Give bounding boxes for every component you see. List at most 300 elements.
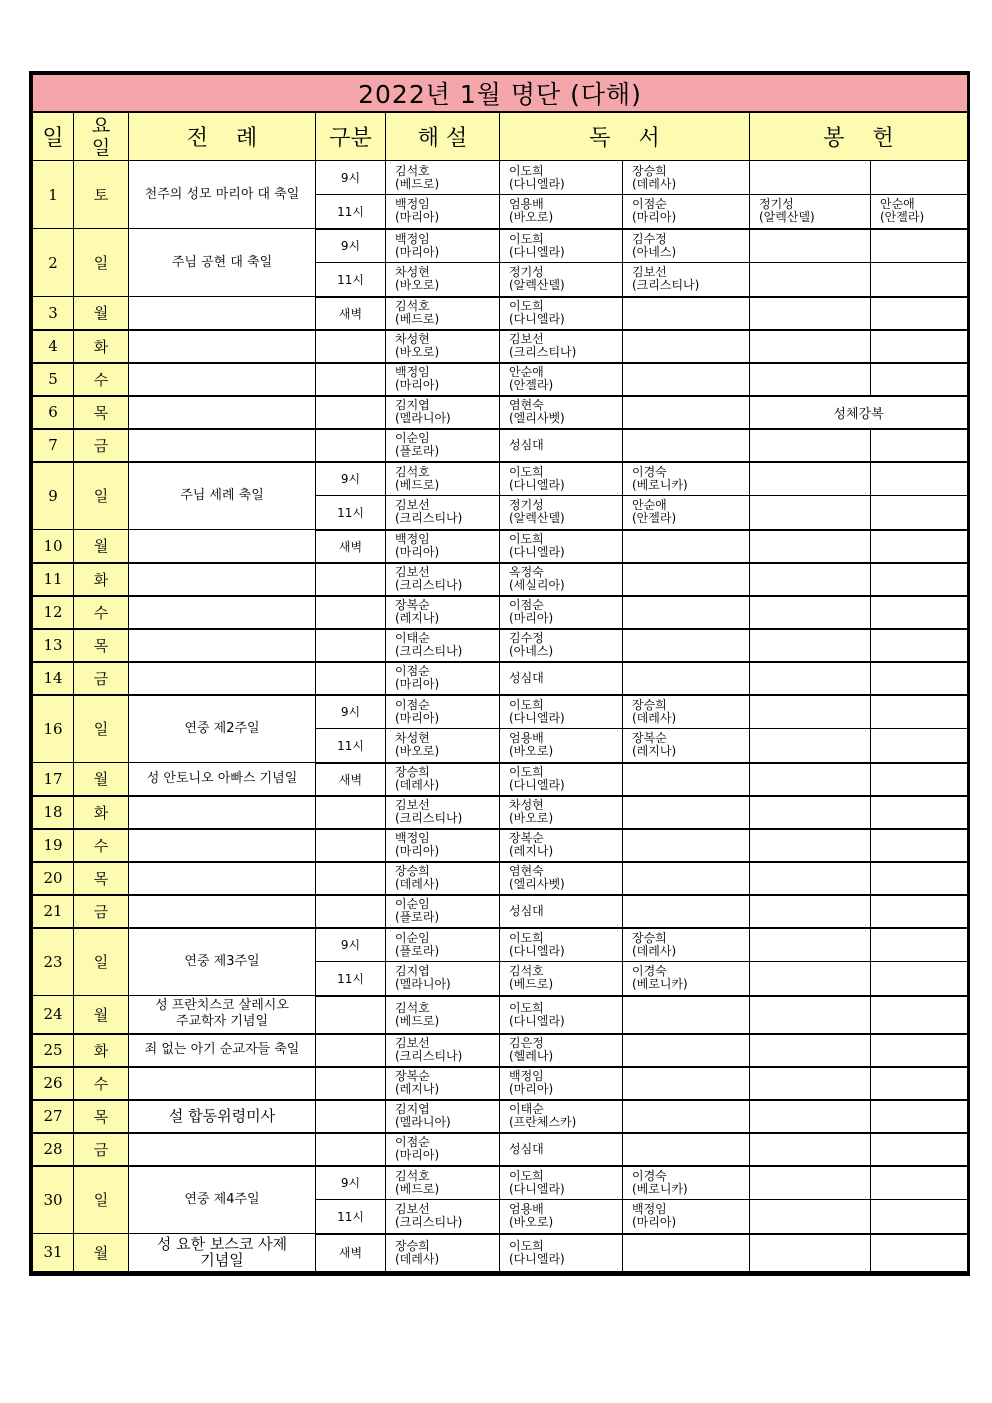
commentary-cell-baptismal: (레지나) bbox=[395, 611, 440, 625]
roster-table bbox=[32, 74, 968, 1273]
offering2-cell bbox=[871, 763, 968, 796]
commentary-cell bbox=[386, 297, 500, 330]
commentary-cell-name: 김보선 bbox=[395, 498, 430, 513]
commentary-cell-name: 장승희 bbox=[395, 1238, 430, 1253]
reader1-cell bbox=[500, 363, 623, 396]
table-row bbox=[33, 629, 968, 662]
reader2-cell bbox=[623, 195, 750, 229]
liturgy-cell: 성 프란치스코 살레시오 주교학자 기념일 bbox=[129, 996, 316, 1034]
reader1-cell-name: 엄용배 bbox=[509, 731, 544, 746]
commentary-cell-name: 김지엽 bbox=[395, 398, 430, 412]
liturgy-cell bbox=[129, 662, 316, 695]
reader1-cell-name: 성심대 bbox=[509, 670, 544, 685]
offering2-cell bbox=[871, 297, 968, 330]
session-cell bbox=[316, 563, 386, 596]
reader1-cell-name: 염현숙 bbox=[509, 864, 544, 878]
session-cell: 9시 bbox=[316, 928, 386, 962]
commentary-cell-baptismal: (크리스티나) bbox=[395, 578, 463, 592]
session-cell bbox=[316, 429, 386, 462]
reader1-cell-baptismal: (다니엘라) bbox=[509, 943, 565, 958]
commentary-cell-name: 김석호 bbox=[395, 299, 430, 313]
liturgy-cell bbox=[129, 596, 316, 629]
reader2-cell-name: 장승희 bbox=[632, 930, 667, 945]
liturgy-cell bbox=[129, 563, 316, 596]
session-cell: 11시 bbox=[316, 195, 386, 229]
reader2-cell bbox=[623, 1200, 750, 1234]
liturgy-cell: 죄 없는 아기 순교자들 축일 bbox=[129, 1034, 316, 1067]
commentary-cell-name: 장승희 bbox=[395, 864, 430, 878]
day-cell: 7 bbox=[33, 429, 74, 462]
commentary-cell-name: 김석호 bbox=[395, 1168, 430, 1183]
liturgy-cell bbox=[129, 796, 316, 829]
commentary-cell bbox=[386, 195, 500, 229]
offering2-cell bbox=[871, 496, 968, 530]
reader1-cell bbox=[500, 462, 623, 496]
commentary-cell-name: 이순임 bbox=[395, 930, 430, 945]
reader2-cell bbox=[623, 895, 750, 928]
session-cell bbox=[316, 1067, 386, 1100]
offering2-cell bbox=[871, 462, 968, 496]
table-row bbox=[33, 462, 968, 496]
offering1-cell bbox=[750, 229, 871, 263]
commentary-cell-baptismal: (멜라니아) bbox=[395, 1115, 451, 1129]
day-cell: 27 bbox=[33, 1100, 74, 1133]
weekday-cell: 화 bbox=[74, 796, 129, 829]
day-cell: 9 bbox=[33, 462, 74, 530]
reader2-cell-name: 이경숙 bbox=[632, 1168, 667, 1183]
day-cell: 30 bbox=[33, 1166, 74, 1234]
liturgy-cell bbox=[129, 330, 316, 363]
reader1-cell-name: 옥정숙 bbox=[509, 565, 544, 579]
reader2-cell bbox=[623, 429, 750, 462]
reader2-cell bbox=[623, 229, 750, 263]
commentary-cell-name: 장복순 bbox=[395, 598, 430, 612]
reader1-cell-name: 이도희 bbox=[509, 464, 544, 479]
commentary-cell-baptismal: (플로라) bbox=[395, 943, 440, 958]
offering2-cell bbox=[871, 1166, 968, 1200]
commentary-cell-name: 이태순 bbox=[395, 631, 430, 645]
reader2-cell-name: 장승희 bbox=[632, 163, 667, 178]
offering2-cell-name: 안순애 bbox=[880, 197, 915, 212]
liturgy-cell bbox=[129, 530, 316, 563]
weekday-cell: 수 bbox=[74, 363, 129, 396]
commentary-cell-baptismal: (바오로) bbox=[395, 278, 440, 293]
weekday-cell: 월 bbox=[74, 297, 129, 330]
commentary-cell bbox=[386, 1133, 500, 1166]
offering2-cell bbox=[871, 429, 968, 462]
reader1-cell-baptismal: (다니엘라) bbox=[509, 1013, 565, 1028]
liturgy-cell: 성 안토니오 아빠스 기념일 bbox=[129, 763, 316, 796]
liturgy-cell bbox=[129, 363, 316, 396]
day-cell: 2 bbox=[33, 229, 74, 297]
reader1-cell bbox=[500, 796, 623, 829]
reader1-cell bbox=[500, 530, 623, 563]
table-row bbox=[33, 895, 968, 928]
reader1-cell bbox=[500, 195, 623, 229]
offering1-cell bbox=[750, 996, 871, 1034]
reader1-cell bbox=[500, 928, 623, 962]
commentary-cell-name: 차성현 bbox=[395, 731, 430, 746]
reader1-cell-baptismal: (레지나) bbox=[509, 844, 554, 858]
reader2-cell bbox=[623, 161, 750, 195]
commentary-cell-name: 이점순 bbox=[395, 664, 430, 678]
session-cell: 11시 bbox=[316, 962, 386, 996]
header-commentary: 해 설 bbox=[386, 112, 500, 161]
offering1-cell bbox=[750, 496, 871, 530]
session-cell bbox=[316, 1133, 386, 1166]
reader1-cell-name: 엄용배 bbox=[509, 1202, 544, 1217]
weekday-cell: 수 bbox=[74, 1067, 129, 1100]
liturgy-cell: 연중 제3주일 bbox=[129, 928, 316, 996]
page-title: 2022년 1월 명단 (다해) bbox=[33, 75, 968, 113]
commentary-cell-baptismal: (바오로) bbox=[395, 345, 440, 359]
commentary-cell-baptismal: (마리아) bbox=[395, 545, 440, 559]
table-row bbox=[33, 1133, 968, 1166]
offering2-cell-baptismal: (안젤라) bbox=[880, 210, 925, 225]
day-cell: 17 bbox=[33, 763, 74, 796]
commentary-cell-name: 이순임 bbox=[395, 897, 430, 911]
reader2-cell-baptismal: (아네스) bbox=[632, 244, 677, 259]
reader2-cell-baptismal: (데레사) bbox=[632, 710, 677, 725]
reader1-cell-baptismal: (다니엘라) bbox=[509, 1181, 565, 1196]
session-cell: 새벽 bbox=[316, 297, 386, 330]
reader2-cell-name: 김수정 bbox=[632, 231, 667, 246]
commentary-cell bbox=[386, 363, 500, 396]
reader1-cell-name: 이도희 bbox=[509, 1238, 544, 1253]
commentary-cell-name: 백정임 bbox=[395, 231, 430, 246]
commentary-cell-baptismal: (데레사) bbox=[395, 778, 440, 792]
commentary-cell bbox=[386, 1034, 500, 1067]
reader1-cell-baptismal: (다니엘라) bbox=[509, 778, 565, 792]
offering1-cell bbox=[750, 662, 871, 695]
session-cell: 9시 bbox=[316, 695, 386, 729]
liturgy-cell bbox=[129, 829, 316, 862]
session-cell bbox=[316, 1034, 386, 1067]
weekday-cell: 월 bbox=[74, 763, 129, 796]
commentary-cell-baptismal: (베드로) bbox=[395, 176, 440, 191]
offering1-cell bbox=[750, 530, 871, 563]
day-cell: 28 bbox=[33, 1133, 74, 1166]
weekday-cell: 일 bbox=[74, 928, 129, 996]
liturgy-cell bbox=[129, 629, 316, 662]
header-liturgy: 전 례 bbox=[129, 112, 316, 161]
reader2-cell bbox=[623, 396, 750, 429]
reader1-cell-name: 이도희 bbox=[509, 765, 544, 779]
reader1-cell-name: 이도희 bbox=[509, 532, 544, 546]
offering-merged-cell: 성체강복 bbox=[750, 396, 968, 429]
offering1-cell bbox=[750, 263, 871, 297]
commentary-cell-name: 이점순 bbox=[395, 1135, 430, 1149]
reader2-cell-baptismal: (베로니카) bbox=[632, 477, 688, 492]
offering1-cell bbox=[750, 796, 871, 829]
offering1-cell bbox=[750, 195, 871, 229]
offering2-cell bbox=[871, 363, 968, 396]
weekday-cell: 금 bbox=[74, 1133, 129, 1166]
weekday-cell: 월 bbox=[74, 1234, 129, 1272]
reader1-cell-baptismal: (바오로) bbox=[509, 210, 554, 225]
table-row bbox=[33, 229, 968, 263]
weekday-cell: 수 bbox=[74, 829, 129, 862]
offering1-cell-baptismal: (알렉산델) bbox=[759, 210, 815, 225]
liturgy-cell bbox=[129, 862, 316, 895]
commentary-cell bbox=[386, 396, 500, 429]
commentary-cell bbox=[386, 996, 500, 1034]
offering2-cell bbox=[871, 695, 968, 729]
commentary-cell-name: 장복순 bbox=[395, 1069, 430, 1083]
reader1-cell bbox=[500, 1166, 623, 1200]
roster-body bbox=[33, 161, 968, 1272]
offering2-cell bbox=[871, 862, 968, 895]
commentary-cell-name: 김보선 bbox=[395, 1202, 430, 1217]
table-row bbox=[33, 429, 968, 462]
reader1-cell bbox=[500, 662, 623, 695]
weekday-cell: 월 bbox=[74, 996, 129, 1034]
commentary-cell-name: 김석호 bbox=[395, 163, 430, 178]
offering1-cell bbox=[750, 363, 871, 396]
day-cell: 3 bbox=[33, 297, 74, 330]
reader1-cell-name: 이도희 bbox=[509, 231, 544, 246]
session-cell bbox=[316, 862, 386, 895]
day-cell: 12 bbox=[33, 596, 74, 629]
commentary-cell-baptismal: (크리스티나) bbox=[395, 811, 463, 825]
commentary-cell-baptismal: (마리아) bbox=[395, 210, 440, 225]
reader2-cell-baptismal: (데레사) bbox=[632, 943, 677, 958]
session-cell bbox=[316, 829, 386, 862]
session-cell: 새벽 bbox=[316, 763, 386, 796]
commentary-cell bbox=[386, 1166, 500, 1200]
commentary-cell-name: 백정임 bbox=[395, 831, 430, 845]
commentary-cell-baptismal: (바오로) bbox=[395, 744, 440, 759]
reader2-cell bbox=[623, 928, 750, 962]
reader1-cell-name: 이도희 bbox=[509, 697, 544, 712]
reader2-cell bbox=[623, 695, 750, 729]
reader2-cell-name: 김보선 bbox=[632, 265, 667, 280]
weekday-cell: 목 bbox=[74, 396, 129, 429]
reader1-cell bbox=[500, 229, 623, 263]
session-cell: 11시 bbox=[316, 1200, 386, 1234]
offering2-cell bbox=[871, 629, 968, 662]
commentary-cell bbox=[386, 1100, 500, 1133]
weekday-cell: 목 bbox=[74, 629, 129, 662]
commentary-cell-baptismal: (멜라니아) bbox=[395, 977, 451, 992]
day-cell: 24 bbox=[33, 996, 74, 1034]
reader1-cell-baptismal: (다니엘라) bbox=[509, 312, 565, 326]
liturgy-cell bbox=[129, 895, 316, 928]
reader2-cell bbox=[623, 363, 750, 396]
reader1-cell bbox=[500, 161, 623, 195]
reader2-cell-name: 이경숙 bbox=[632, 464, 667, 479]
reader1-cell-baptismal: (다니엘라) bbox=[509, 176, 565, 191]
commentary-cell bbox=[386, 330, 500, 363]
day-cell: 16 bbox=[33, 695, 74, 763]
offering1-cell bbox=[750, 763, 871, 796]
reader1-cell-name: 성심대 bbox=[509, 1141, 544, 1156]
reader1-cell-baptismal: (프란체스카) bbox=[509, 1115, 577, 1129]
commentary-cell bbox=[386, 161, 500, 195]
reader2-cell bbox=[623, 763, 750, 796]
reader2-cell bbox=[623, 629, 750, 662]
commentary-cell-name: 김보선 bbox=[395, 565, 430, 579]
offering1-cell bbox=[750, 161, 871, 195]
reader2-cell bbox=[623, 1034, 750, 1067]
offering2-cell bbox=[871, 1200, 968, 1234]
reader2-cell bbox=[623, 462, 750, 496]
offering1-cell bbox=[750, 1234, 871, 1272]
offering2-cell bbox=[871, 195, 968, 229]
day-cell: 20 bbox=[33, 862, 74, 895]
offering1-cell bbox=[750, 829, 871, 862]
commentary-cell-baptismal: (베드로) bbox=[395, 477, 440, 492]
reader2-cell bbox=[623, 662, 750, 695]
day-cell: 14 bbox=[33, 662, 74, 695]
commentary-cell-baptismal: (마리아) bbox=[395, 244, 440, 259]
reader1-cell-baptismal: (안젤라) bbox=[509, 378, 554, 392]
commentary-cell-name: 백정임 bbox=[395, 532, 430, 546]
reader2-cell bbox=[623, 1234, 750, 1272]
reader1-cell bbox=[500, 496, 623, 530]
offering1-cell bbox=[750, 1133, 871, 1166]
table-row bbox=[33, 829, 968, 862]
offering1-cell bbox=[750, 695, 871, 729]
offering2-cell bbox=[871, 263, 968, 297]
commentary-cell-name: 백정임 bbox=[395, 365, 430, 379]
table-row bbox=[33, 530, 968, 563]
table-row bbox=[33, 596, 968, 629]
reader2-cell-name: 안순애 bbox=[632, 498, 667, 513]
offering1-cell bbox=[750, 629, 871, 662]
session-cell bbox=[316, 363, 386, 396]
table-row bbox=[33, 862, 968, 895]
offering1-cell bbox=[750, 1166, 871, 1200]
weekday-cell: 일 bbox=[74, 462, 129, 530]
offering1-cell bbox=[750, 862, 871, 895]
reader1-cell-baptismal: (알렉산델) bbox=[509, 278, 565, 293]
offering1-cell bbox=[750, 462, 871, 496]
reader1-cell-baptismal: (바오로) bbox=[509, 811, 554, 825]
reader1-cell bbox=[500, 695, 623, 729]
reader1-cell bbox=[500, 829, 623, 862]
session-cell bbox=[316, 662, 386, 695]
commentary-cell bbox=[386, 563, 500, 596]
commentary-cell-name: 김지엽 bbox=[395, 1102, 430, 1116]
reader2-cell-name: 이점순 bbox=[632, 197, 667, 212]
weekday-cell: 화 bbox=[74, 1034, 129, 1067]
reader1-cell-baptismal: (바오로) bbox=[509, 744, 554, 759]
commentary-cell bbox=[386, 1067, 500, 1100]
table-row bbox=[33, 996, 968, 1034]
reader1-cell-name: 차성현 bbox=[509, 798, 544, 812]
commentary-cell-name: 이점순 bbox=[395, 697, 430, 712]
reader1-cell-name: 성심대 bbox=[509, 437, 544, 452]
offering2-cell bbox=[871, 563, 968, 596]
weekday-cell: 목 bbox=[74, 862, 129, 895]
reader1-cell-baptismal: (다니엘라) bbox=[509, 545, 565, 559]
commentary-cell bbox=[386, 496, 500, 530]
commentary-cell-baptismal: (마리아) bbox=[395, 710, 440, 725]
reader1-cell-baptismal: (다니엘라) bbox=[509, 244, 565, 259]
reader1-cell bbox=[500, 729, 623, 763]
session-cell: 9시 bbox=[316, 161, 386, 195]
header-day: 일 bbox=[33, 112, 74, 161]
session-cell: 새벽 bbox=[316, 1234, 386, 1272]
reader1-cell bbox=[500, 563, 623, 596]
day-cell: 5 bbox=[33, 363, 74, 396]
weekday-cell: 화 bbox=[74, 563, 129, 596]
commentary-cell-name: 김석호 bbox=[395, 1000, 430, 1015]
reader1-cell-baptismal: (마리아) bbox=[509, 1082, 554, 1096]
commentary-cell-baptismal: (마리아) bbox=[395, 677, 440, 691]
reader1-cell-name: 염현숙 bbox=[509, 398, 544, 412]
reader1-cell-name: 이도희 bbox=[509, 163, 544, 178]
reader1-cell bbox=[500, 629, 623, 662]
weekday-cell: 토 bbox=[74, 161, 129, 229]
session-cell bbox=[316, 996, 386, 1034]
reader1-cell bbox=[500, 1067, 623, 1100]
reader1-cell bbox=[500, 263, 623, 297]
offering2-cell bbox=[871, 729, 968, 763]
offering1-cell bbox=[750, 563, 871, 596]
commentary-cell-baptismal: (데레사) bbox=[395, 877, 440, 891]
weekday-cell: 일 bbox=[74, 695, 129, 763]
session-cell: 11시 bbox=[316, 263, 386, 297]
commentary-cell-baptismal: (데레사) bbox=[395, 1251, 440, 1266]
offering1-cell bbox=[750, 895, 871, 928]
commentary-cell-baptismal: (플로라) bbox=[395, 444, 440, 458]
offering2-cell bbox=[871, 1100, 968, 1133]
offering2-cell bbox=[871, 596, 968, 629]
offering1-cell bbox=[750, 330, 871, 363]
commentary-cell-name: 김지엽 bbox=[395, 964, 430, 979]
reader2-cell bbox=[623, 496, 750, 530]
offering2-cell bbox=[871, 928, 968, 962]
table-row bbox=[33, 1166, 968, 1200]
commentary-cell-baptismal: (크리스티나) bbox=[395, 1215, 463, 1230]
commentary-cell-name: 차성현 bbox=[395, 265, 430, 280]
reader2-cell bbox=[623, 1067, 750, 1100]
reader1-cell-baptismal: (알렉산델) bbox=[509, 511, 565, 526]
reader2-cell-baptismal: (안젤라) bbox=[632, 511, 677, 526]
commentary-cell-name: 차성현 bbox=[395, 332, 430, 346]
reader1-cell bbox=[500, 1234, 623, 1272]
commentary-cell-baptismal: (크리스티나) bbox=[395, 511, 463, 526]
day-cell: 18 bbox=[33, 796, 74, 829]
commentary-cell bbox=[386, 229, 500, 263]
reader1-cell bbox=[500, 895, 623, 928]
commentary-cell-baptismal: (마리아) bbox=[395, 844, 440, 858]
table-row bbox=[33, 662, 968, 695]
offering2-cell bbox=[871, 530, 968, 563]
offering2-cell bbox=[871, 662, 968, 695]
reader2-cell bbox=[623, 729, 750, 763]
weekday-cell: 일 bbox=[74, 1166, 129, 1234]
reader2-cell bbox=[623, 829, 750, 862]
day-cell: 26 bbox=[33, 1067, 74, 1100]
commentary-cell bbox=[386, 862, 500, 895]
session-cell: 9시 bbox=[316, 1166, 386, 1200]
table-row bbox=[33, 297, 968, 330]
offering2-cell bbox=[871, 796, 968, 829]
reader1-cell-name: 안순애 bbox=[509, 365, 544, 379]
reader1-cell bbox=[500, 297, 623, 330]
reader2-cell bbox=[623, 1100, 750, 1133]
reader1-cell bbox=[500, 962, 623, 996]
commentary-cell-name: 장승희 bbox=[395, 765, 430, 779]
header-session: 구분 bbox=[316, 112, 386, 161]
header-weekday: 요 일 bbox=[74, 112, 129, 161]
table-row bbox=[33, 563, 968, 596]
reader1-cell-baptismal: (다니엘라) bbox=[509, 710, 565, 725]
reader2-cell-name: 백정임 bbox=[632, 1202, 667, 1217]
